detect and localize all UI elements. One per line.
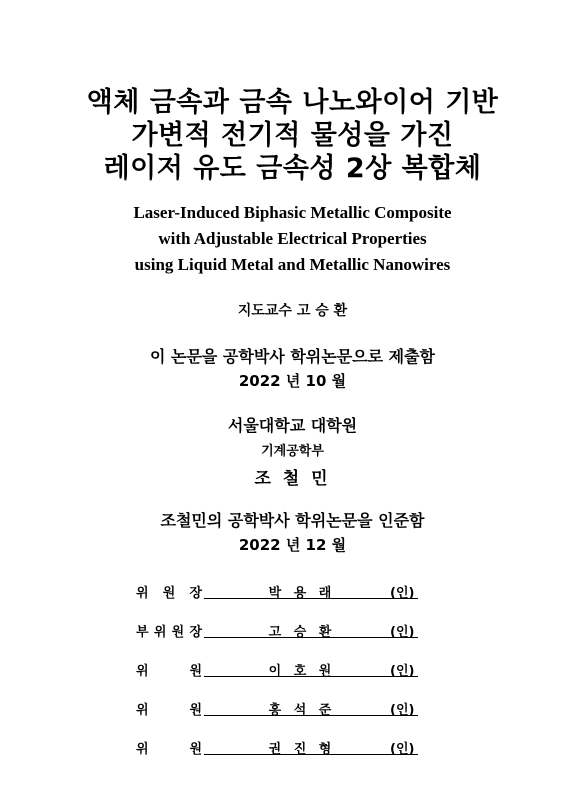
department-name: 기계공학부 <box>261 444 324 459</box>
approval-date: 2022 년 12 월 <box>238 536 347 554</box>
committee-member-name: 고 승 환 <box>268 625 336 640</box>
committee-role: 위 원 <box>136 742 202 757</box>
advisor-line: 지도교수 고 승 환 <box>237 303 348 319</box>
committee-role: 위 원 <box>136 703 202 718</box>
seal-mark: (인) <box>390 742 415 757</box>
english-title-line-3: using Liquid Metal and Metallic Nanowires <box>134 255 451 274</box>
school-name: 서울대학교 대학원 <box>227 416 358 435</box>
committee-member-name: 이 호 원 <box>268 664 336 679</box>
committee-role: 위 원 장 <box>136 586 202 601</box>
committee-row <box>0 582 585 604</box>
author-name: 조 철 민 <box>254 469 331 489</box>
committee-row <box>0 699 585 721</box>
english-title-line-1: Laser-Induced Biphasic Metallic Composite <box>133 203 452 222</box>
seal-mark: (인) <box>390 586 415 601</box>
committee-role: 위 원 <box>136 664 202 679</box>
korean-title-line-2: 가변적 전기적 물성을 가진 <box>131 120 454 151</box>
committee-row <box>0 660 585 682</box>
submission-statement: 이 논문을 공학박사 학위논문으로 제출함 <box>149 347 436 366</box>
seal-mark: (인) <box>390 664 415 679</box>
seal-mark: (인) <box>390 625 415 640</box>
committee-member-name: 홍 석 준 <box>268 703 336 718</box>
english-title-line-2: with Adjustable Electrical Properties <box>158 229 427 248</box>
committee-role: 부 위 원 장 <box>136 625 202 640</box>
committee-member-name: 박 용 래 <box>268 586 336 601</box>
committee-row <box>0 621 585 643</box>
approval-statement: 조철민의 공학박사 학위논문을 인준함 <box>160 511 425 530</box>
korean-title-line-1: 액체 금속과 금속 나노와이어 기반 <box>86 87 499 118</box>
committee-row <box>0 738 585 760</box>
seal-mark: (인) <box>390 703 415 718</box>
korean-title-line-3: 레이저 유도 금속성 2상 복합체 <box>103 153 482 184</box>
committee-member-name: 권 진 형 <box>268 742 336 757</box>
submission-date: 2022 년 10 월 <box>238 372 347 390</box>
